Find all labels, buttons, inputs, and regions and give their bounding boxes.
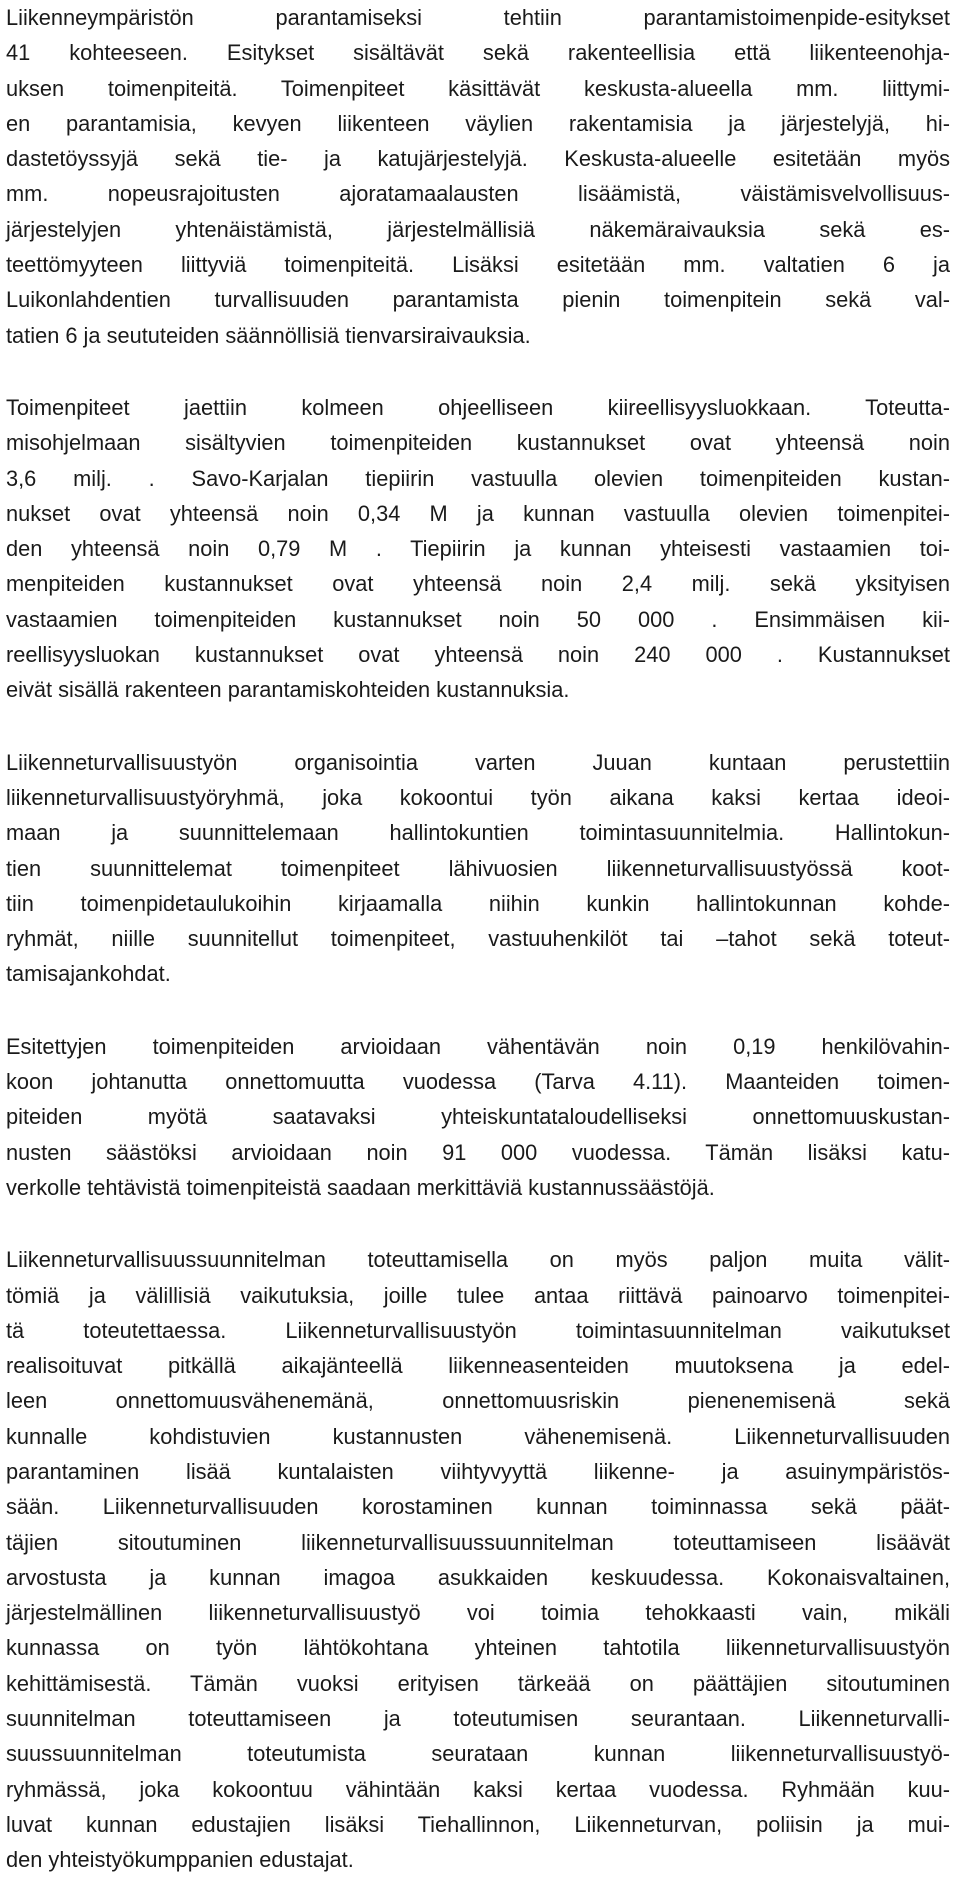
text-line: koon johtanutta onnettomuutta vuodessa (Tarva 4.11). Maanteiden toimen- <box>6 1069 950 1095</box>
text-line: Toimenpiteet jaettiin kolmeen ohjeelliseen kiireellisyysluokkaan. Toteutta- <box>6 394 950 420</box>
paragraph-accident-reduction <box>6 1029 950 1205</box>
paragraph-improvement-proposals <box>6 0 950 353</box>
paragraph-safety-organisation <box>6 745 950 992</box>
text-line: leen onnettomuusvähenemänä, onnettomuusriskin pienenemisenä sekä <box>6 1388 950 1414</box>
text-line: 3,6 milj. . Savo-Karjalan tiepiirin vastuulla olevien toimenpiteiden kustan- <box>6 465 950 491</box>
text-line: teettömyyteen liittyviä toimenpiteitä. Lisäksi esitetään mm. valtatien 6 ja <box>6 252 950 278</box>
text-line: tömiä ja välillisiä vaikutuksia, joille tulee antaa riittävä painoarvo toimenpitei- <box>6 1282 950 1308</box>
text-line: menpiteiden kustannukset ovat yhteensä noin 2,4 milj. sekä yksityisen <box>6 571 950 597</box>
text-line: arvostusta ja kunnan imagoa asukkaiden keskuudessa. Kokonaisvaltainen, <box>6 1564 950 1590</box>
paragraph-urgency-costs <box>6 390 950 708</box>
text-line: en parantamisia, kevyen liikenteen väylien rakentamisia ja järjestelyjä, hi- <box>6 110 950 136</box>
text-line: ryhmät, niille suunnitellut toimenpiteet, vastuuhenkilöt tai –tahot sekä toteut- <box>6 926 950 952</box>
text-line: tä toteutettaessa. Liikenneturvallisuustyön toimintasuunnitelman vaikutukset <box>6 1317 950 1343</box>
text-line: tiin toimenpidetaulukoihin kirjaamalla niihin kunkin hallintokunnan kohde- <box>6 890 950 916</box>
text-line: realisoituvat pitkällä aikajänteellä liikenneasenteiden muutoksena ja edel- <box>6 1353 950 1379</box>
text-line: piteiden myötä saatavaksi yhteiskuntataloudelliseksi onnettomuuskustan- <box>6 1104 950 1130</box>
text-line: reellisyysluokan kustannukset ovat yhteensä noin 240 000 . Kustannukset <box>6 642 950 668</box>
text-line: Liikenneturvallisuustyön organisointia varten Juuan kuntaan perustettiin <box>6 749 950 775</box>
text-line: suussuunnitelman toteutumista seurataan kunnan liikenneturvallisuustyö- <box>6 1741 950 1767</box>
text-line: maan ja suunnittelemaan hallintokuntien toimintasuunnitelmia. Hallintokun- <box>6 820 950 846</box>
text-line: kehittämisestä. Tämän vuoksi erityisen tärkeää on päättäjien sitoutuminen <box>6 1670 950 1696</box>
text-line: suunnitelman toteuttamiseen ja toteutumisen seurantaan. Liikenneturvalli- <box>6 1706 950 1732</box>
text-line: den yhteensä noin 0,79 M . Tiepiirin ja kunnan yhteisesti vastaamien toi- <box>6 536 950 562</box>
text-line: den yhteistyökumppanien edustajat. <box>6 1847 354 1873</box>
text-line: vastaamien toimenpiteiden kustannukset noin 50 000 . Ensimmäisen kii- <box>6 606 950 632</box>
text-line: järjestelmällinen liikenneturvallisuustyö voi toimia tehokkaasti vain, mikäli <box>6 1600 950 1626</box>
text-line: Esitettyjen toimenpiteiden arvioidaan vähentävän noin 0,19 henkilövahin- <box>6 1033 950 1059</box>
text-line: nusten säästöksi arvioidaan noin 91 000 vuodessa. Tämän lisäksi katu- <box>6 1139 950 1165</box>
text-line: misohjelmaan sisältyvien toimenpiteiden kustannukset ovat yhteensä noin <box>6 430 950 456</box>
text-line: parantaminen lisää kuntalaisten viihtyvyyttä liikenne- ja asuinympäristös- <box>6 1458 950 1484</box>
text-line: 41 kohteeseen. Esitykset sisältävät sekä rakenteellisia että liikenteenohja- <box>6 40 950 66</box>
text-line: tatien 6 ja seututeiden säännöllisiä tienvarsiraivauksia. <box>6 322 531 348</box>
text-line: mm. nopeusrajoitusten ajoratamaalausten lisäämistä, väistämisvelvollisuus- <box>6 181 950 207</box>
text-line: nukset ovat yhteensä noin 0,34 M ja kunnan vastuulla olevien toimenpitei- <box>6 500 950 526</box>
text-line: dastetöyssyjä sekä tie- ja katujärjestelyjä. Keskusta-alueelle esitetään myös <box>6 146 950 172</box>
text-line: Liikenneturvallisuussuunnitelman toteuttamisella on myös paljon muita välit- <box>6 1247 950 1273</box>
text-line: Luikonlahdentien turvallisuuden parantamista pienin toimenpitein sekä val- <box>6 287 950 313</box>
text-line: verkolle tehtävistä toimenpiteistä saadaan merkittäviä kustannussäästöjä. <box>6 1174 715 1200</box>
text-line: uksen toimenpiteitä. Toimenpiteet käsittävät keskusta-alueella mm. liittymi- <box>6 75 950 101</box>
paragraph-other-impacts <box>6 1242 950 1877</box>
text-line: täjien sitoutuminen liikenneturvallisuussuunnitelman toteuttamiseen lisäävät <box>6 1529 950 1555</box>
text-line: luvat kunnan edustajien lisäksi Tiehallinnon, Liikenneturvan, poliisin ja mui- <box>6 1811 950 1837</box>
text-line: tien suunnittelemat toimenpiteet lähivuosien liikenneturvallisuustyössä koot- <box>6 855 950 881</box>
text-line: järjestelyjen yhtenäistämistä, järjestelmällisiä näkemäraivauksia sekä es- <box>6 216 950 242</box>
text-line: kunnassa on työn lähtökohtana yhteinen tahtotila liikenneturvallisuustyön <box>6 1635 950 1661</box>
text-line: sään. Liikenneturvallisuuden korostaminen kunnan toiminnassa sekä päät- <box>6 1494 950 1520</box>
text-line: liikenneturvallisuustyöryhmä, joka kokoontui työn aikana kaksi kertaa ideoi- <box>6 784 950 810</box>
text-line: kunnalle kohdistuvien kustannusten vähenemisenä. Liikenneturvallisuuden <box>6 1423 950 1449</box>
text-line: eivät sisällä rakenteen parantamiskohteiden kustannuksia. <box>6 677 570 703</box>
text-line: ryhmässä, joka kokoontuu vähintään kaksi kertaa vuodessa. Ryhmään kuu- <box>6 1776 950 1802</box>
text-line: tamisajankohdat. <box>6 961 171 987</box>
text-line: Liikenneympäristön parantamiseksi tehtiin parantamistoimenpide-esitykset <box>6 5 950 30</box>
